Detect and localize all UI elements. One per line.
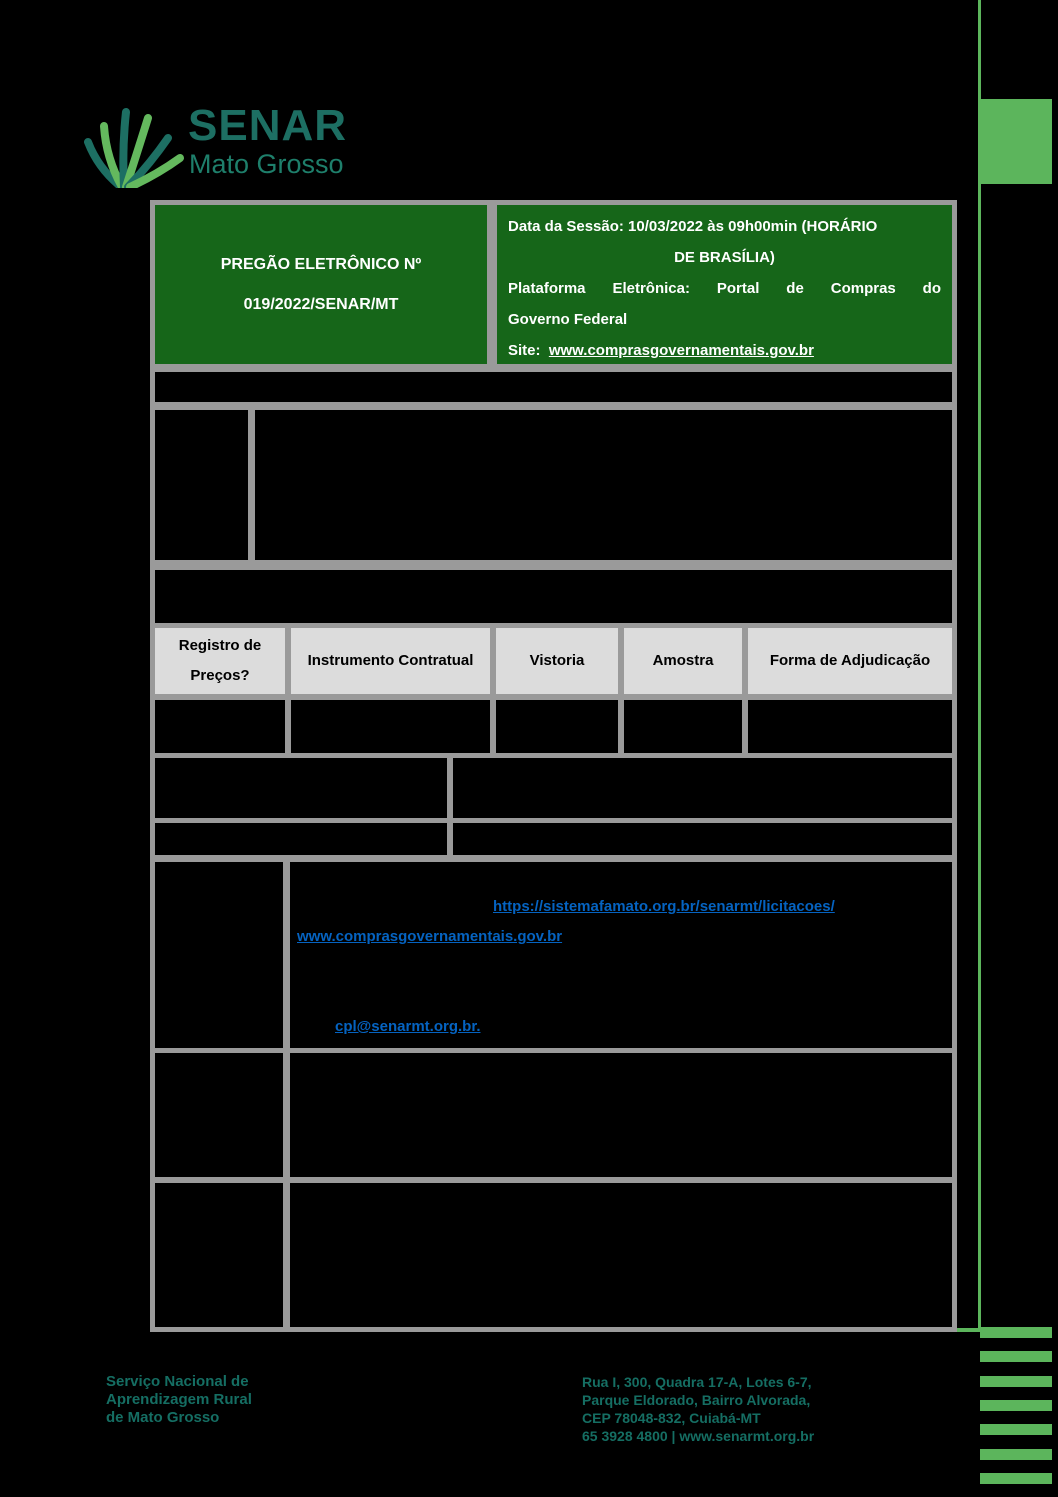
redacted-cell-label-links [155, 862, 283, 1048]
links-cell [290, 862, 952, 1048]
footer-org-line: Serviço Nacional de [106, 1373, 249, 1390]
corner-stripe [980, 1327, 1052, 1338]
comprasgovernamentais-link[interactable]: www.comprasgovernamentais.gov.br [548, 342, 814, 359]
footer-org-line: Aprendizagem Rural [106, 1391, 252, 1408]
footer-address-line: CEP 78048-832, Cuiabá-MT [582, 1410, 761, 1426]
redacted-cell-label-2 [155, 758, 447, 818]
redacted-cell-value-2 [453, 758, 952, 818]
licitacoes-link[interactable]: https://sistemafamato.org.br/senarmt/licitacoes/ [493, 898, 835, 915]
footer-address-line: Rua I, 300, Quadra 17-A, Lotes 6-7, [582, 1374, 812, 1390]
stripe-connector-line [955, 1328, 981, 1332]
redacted-cell-value-4 [290, 1053, 952, 1177]
col-header-vistoria: Vistoria [496, 628, 618, 694]
pregao-title-cell [155, 205, 487, 364]
footer-organization [106, 1373, 252, 1427]
redacted-cell-value-3 [453, 823, 952, 855]
redacted-row-2 [155, 570, 952, 623]
redacted-value-amostra [624, 700, 742, 753]
corner-stripe [980, 1351, 1052, 1362]
redacted-cell-label-5 [155, 1183, 283, 1327]
senar-logo-icon [82, 92, 186, 188]
corner-stripe [980, 1400, 1052, 1411]
compras-governamentais-link[interactable]: www.comprasgovernamentais.gov.br [297, 928, 563, 945]
cpl-email-link[interactable]: cpl@senarmt.org.br. [335, 1018, 481, 1035]
session-date-line1: Data da Sessão: 10/03/2022 às 09h00min (HORÁRIO [508, 218, 878, 235]
platform-line2: Governo Federal [508, 311, 628, 328]
site-label: Site: [508, 342, 549, 359]
page-edge-line [978, 0, 981, 1332]
corner-stripe [980, 1376, 1052, 1387]
logo-region-text: Mato Grosso [189, 149, 344, 179]
redacted-cell-label-4 [155, 1053, 283, 1177]
col-header-forma-adjudicacao: Forma de Adjudicação [748, 628, 952, 694]
redacted-value-forma-adjudicacao [748, 700, 952, 753]
col-header-instrumento-contratual: Instrumento Contratual [291, 628, 490, 694]
pregao-number-line1: PREGÃO ELETRÔNICO Nº [220, 255, 422, 273]
pregao-number-line2: 019/2022/SENAR/MT [243, 295, 399, 313]
session-date-line2: DE BRASÍLIA) [674, 249, 775, 266]
redacted-value-vistoria [496, 700, 618, 753]
redacted-row-objeto-label [155, 372, 952, 402]
corner-stripe [980, 1424, 1052, 1435]
footer-address [582, 1373, 814, 1445]
footer-address-line: 65 3928 4800 | www.senarmt.org.br [582, 1428, 815, 1444]
redacted-value-instrumento-contratual [291, 700, 490, 753]
corner-stripe [980, 1449, 1052, 1460]
redacted-value-registro-precos [155, 700, 285, 753]
footer-address-line: Parque Eldorado, Bairro Alvorada, [582, 1392, 811, 1408]
platform-line1: Plataforma Eletrônica: Portal de Compras do [508, 280, 941, 297]
redacted-cell-value-1 [255, 410, 952, 560]
logo-brand-text: SENAR [188, 101, 348, 150]
col-header-registro-precos: Registro de Preços? [155, 628, 285, 694]
footer-org-line: de Mato Grosso [106, 1409, 220, 1426]
session-info-cell [497, 205, 952, 364]
corner-stripe [980, 1473, 1052, 1484]
page-corner-block [980, 99, 1052, 184]
site-line [508, 335, 941, 366]
redacted-cell-value-5 [290, 1183, 952, 1327]
redacted-cell-label-1 [155, 410, 248, 560]
col-header-amostra: Amostra [624, 628, 742, 694]
redacted-cell-label-3 [155, 823, 447, 855]
